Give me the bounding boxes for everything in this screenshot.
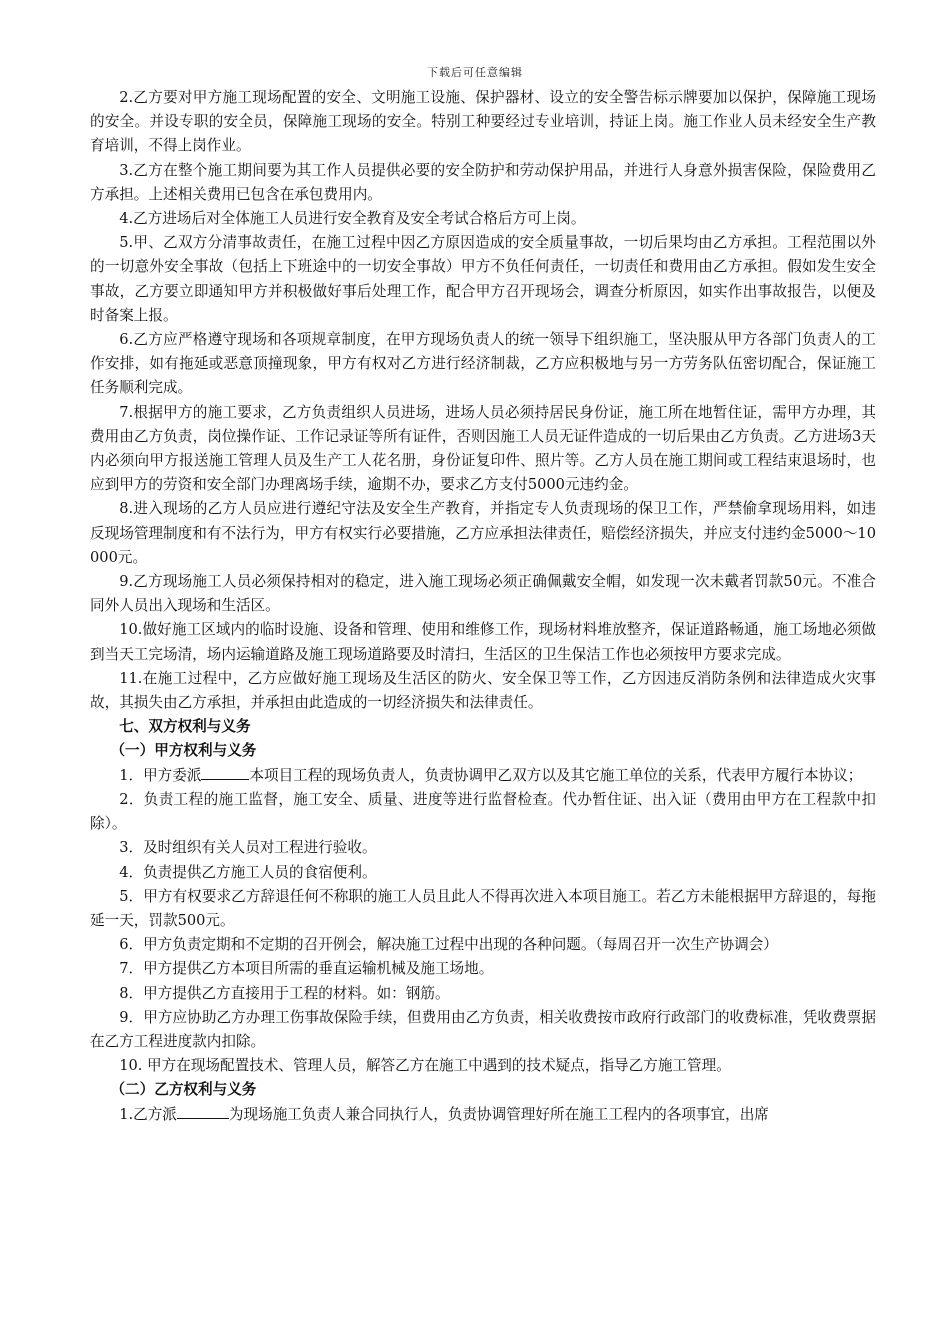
party-a-item-3: 3．及时组织有关人员对工程进行验收。 <box>119 839 377 857</box>
safety-item-7: 7.根据甲方的施工要求，乙方负责组织人员进场，进场人员必须持居民身份证，施工所在地暂住证，需甲方办理，其费用由乙方负责，岗位操作证、工作记录证等所有证件，否则因施工人员无证件造成的一切后果由乙方负责。乙方进场3天内必须向甲方报送施工管理人员及生产工人花名册，身份证复印件、照片等。乙方人员在施工期间或工程结束退场时，也应到甲方的劳资和安全部门办理离场手续，逾期不办，要求乙方支付5000元违约金。 <box>90 403 876 494</box>
party-b-title: （二）乙方权利与义务 <box>110 1081 257 1099</box>
representative-blank <box>201 765 249 780</box>
party-a-item-1 <box>90 764 876 788</box>
safety-item-10: 10.做好施工区域内的临时设施、设备和管理、使用和维修工作，现场材料堆放整齐，保证道路畅通，施工场地必须做到当天工完场清，场内运输道路及施工现场道路要及时清扫，生活区的卫生保洁工作也必须按甲方要求完成。 <box>90 621 876 663</box>
party-b-item-1-after: 为现场施工负责人兼合同执行人，负责协调管理好所在施工工程内的各项事宜，出席 <box>228 1105 769 1123</box>
safety-item-11: 11.在施工过程中，乙方应做好施工现场及生活区的防火、安全保卫等工作，乙方因违反消防条例和法律造成火灾事故，其损失由乙方承担，并承担由此造成的一切经济损失和法律责任。 <box>90 669 876 712</box>
safety-item-3: 3.乙方在整个施工期间要为其工作人员提供必要的安全防护和劳动保护用品，并进行人身意外损害保险，保险费用乙方承担。上述相关费用已包含在承包费用内。 <box>90 161 876 203</box>
party-a-item-8: 8．甲方提供乙方直接用于工程的材料。如：钢筋。 <box>119 984 450 1002</box>
safety-item-6: 6.乙方应严格遵守现场和各项规章制度，在甲方现场负责人的统一领导下组织施工，坚决服从甲方各部门负责人的工作安排，如有拖延或恶意顶撞现象，甲方有权对乙方进行经济制裁，乙方应积极地与另一方劳务队伍密切配合，保证施工任务顺利完成。 <box>90 331 876 397</box>
safety-item-5: 5.甲、乙双方分清事故责任，在施工过程中因乙方原因造成的安全质量事故，一切后果均由乙方承担。工程范围以外的一切意外安全事故（包括上下班途中的一切安全事故）甲方不负任何责任，一切责任和费用由乙方承担。假如发生安全事故，乙方要立即通知甲方并积极做好事后处理工作，配合甲方召开现场会，调查分析原因，如实作出事故报告，以便及时备案上报。 <box>90 234 876 324</box>
safety-item-9: 9.乙方现场施工人员必须保持相对的稳定，进入施工现场必须正确佩戴安全帽，如发现一次未戴者罚款50元。不准合同外人员出入现场和生活区。 <box>90 573 876 615</box>
party-a-item-5: 5．甲方有权要求乙方辞退任何不称职的施工人员且此人不得再次进入本项目施工。若乙方未能根据甲方辞退的，每拖延一天，罚款500元。 <box>90 887 876 929</box>
party-a-item-9: 9．甲方应协助乙方办理工伤事故保险手续，但费用由乙方负责，相关收费按市政府行政部门的收费标准，凭收费票据在乙方工程进度款内扣除。 <box>90 1008 876 1050</box>
party-b-item-1 <box>90 1103 876 1127</box>
party-a-item-1-after: 本项目工程的现场负责人，负责协调甲乙双方以及其它施工单位的关系，代表甲方履行本协议； <box>249 766 863 784</box>
party-a-item-1-before: 1．甲方委派 <box>119 766 202 784</box>
party-b-item-1-before: 1.乙方派 <box>119 1105 177 1123</box>
download-note: 下载后可任意编辑 <box>427 66 523 79</box>
site-manager-blank <box>177 1104 229 1119</box>
safety-item-4: 4.乙方进场后对全体施工人员进行安全教育及安全考试合格后方可上岗。 <box>119 210 586 228</box>
party-a-item-4: 4．负责提供乙方施工人员的食宿便利。 <box>119 863 377 881</box>
party-a-item-7: 7．甲方提供乙方本项目所需的垂直运输机械及施工场地。 <box>119 960 494 978</box>
party-a-item-6: 6．甲方负责定期和不定期的召开例会，解决施工过程中出现的各种问题。（每周召开一次生产协调会） <box>119 936 778 954</box>
safety-item-8: 8.进入现场的乙方人员应进行遵纪守法及安全生产教育，并指定专人负责现场的保卫工作，严禁偷拿现场用料，如违反现场管理制度和有不法行为，甲方有权实行必要措施，乙方应承担法律责任，赔偿经济损失，并应支付违约金5000～10000元。 <box>90 500 876 566</box>
section-7-title: 七、双方权利与义务 <box>119 718 251 736</box>
party-a-item-10: 10. 甲方在现场配置技术、管理人员，解答乙方在施工中遇到的技术疑点，指导乙方施工管理。 <box>119 1057 731 1075</box>
contract-body <box>90 86 876 1127</box>
party-a-title: （一）甲方权利与义务 <box>110 742 257 760</box>
safety-item-2: 2.乙方要对甲方施工现场配置的安全、文明施工设施、保护器材、设立的安全警告标示牌要加以保护，保障施工现场的安全。并设专职的安全员，保障施工现场的安全。特别工种要经过专业培训，持证上岗。施工作业人员未经安全生产教育培训，不得上岗作业。 <box>90 89 876 155</box>
party-a-item-2: 2．负责工程的施工监督，施工安全、质量、进度等进行监督检查。代办暂住证、出入证（费用由甲方在工程款中扣除）。 <box>90 790 876 833</box>
